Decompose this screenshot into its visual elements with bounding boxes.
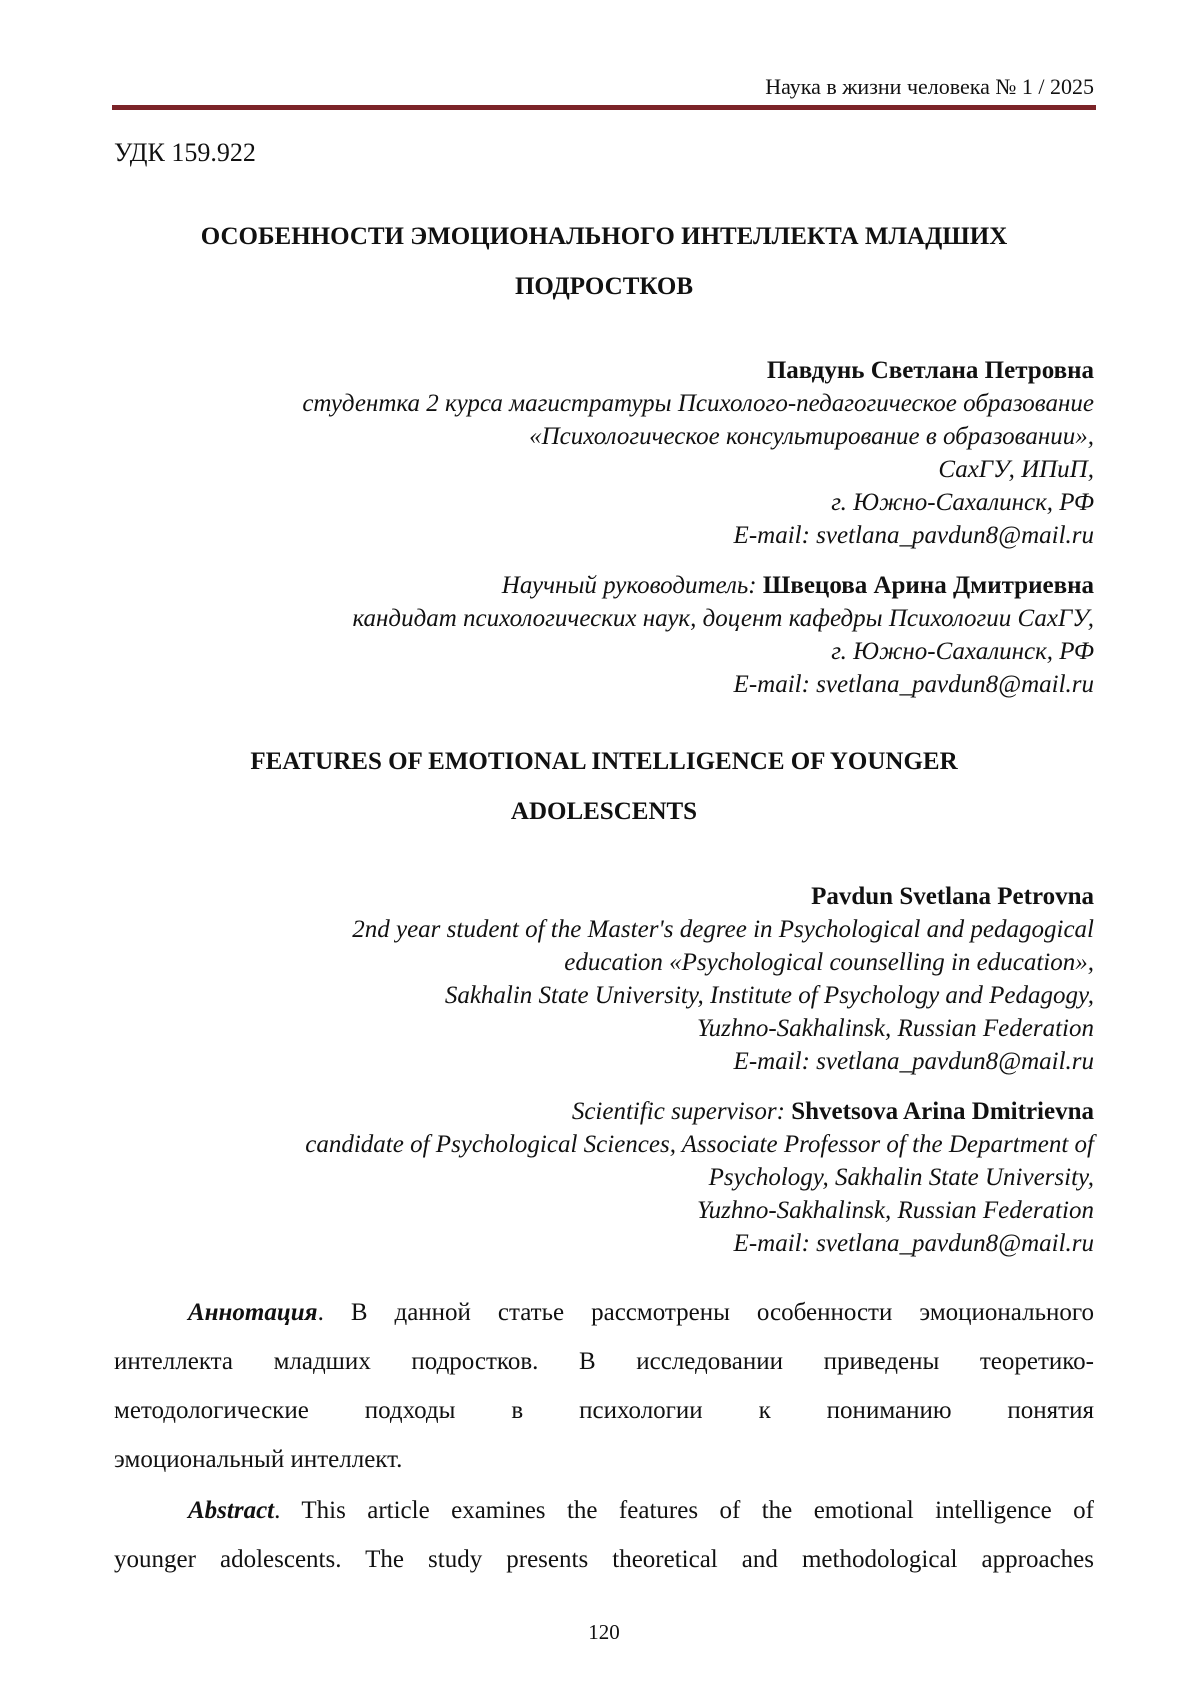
author-affiliation-line: education «Psychological counselling in education», [564,949,1094,976]
supervisor-email: E-mail: svetlana_pavdun8@mail.ru [733,671,1094,698]
abstract-en [114,1486,1094,1584]
title-en-line: ADOLESCENTS [510,798,698,825]
abstract-ru [114,1288,1094,1484]
author-email: E-mail: svetlana_pavdun8@mail.ru [733,522,1094,549]
header-rule [112,105,1096,110]
abstract-lead: Аннотация [188,1299,318,1326]
title-en-line: FEATURES OF EMOTIONAL INTELLIGENCE OF YOUNGER [250,748,958,775]
running-header: Наука в жизни человека № 1 / 2025 [765,74,1094,99]
abstract-line: эмоциональный интеллект. [114,1446,403,1473]
supervisor-affiliation-line: кандидат психологических наук, доцент кафедры Психологии СахГУ, [352,605,1094,632]
udk-code: УДК 159.922 [114,138,256,167]
author-name: Pavdun Svetlana Petrovna [811,883,1094,910]
article-title-ru [114,212,1094,312]
abstract-line: younger adolescents. The study presents theoretical and methodological approaches [114,1546,1094,1573]
article-title-en [114,737,1094,837]
author-name: Павдунь Светлана Петровна [766,357,1094,384]
supervisor-name: Швецова Арина Дмитриевна [762,572,1094,599]
supervisor-city: Yuzhno-Sakhalinsk, Russian Federation [697,1197,1094,1224]
title-ru-line: ОСОБЕННОСТИ ЭМОЦИОНАЛЬНОГО ИНТЕЛЛЕКТА МЛАДШИХ [200,223,1008,250]
author-affiliation-line: студентка 2 курса магистратуры Психолого-педагогическое образование [302,390,1094,417]
abstract-line: Аннотация. В данной статье рассмотрены особенности эмоционального [188,1299,1094,1326]
author-city: г. Южно-Сахалинск, РФ [831,489,1094,516]
supervisor-email: E-mail: svetlana_pavdun8@mail.ru [733,1230,1094,1257]
author-info-ru [114,354,1094,552]
abstract-lead: Abstract [188,1497,275,1524]
abstract-line: методологические подходы в психологии к пониманию понятия [114,1397,1094,1424]
abstract-line: Abstract. This article examines the features of the emotional intelligence of [188,1497,1094,1524]
supervisor-info-ru [114,569,1094,701]
abstract-line: интеллекта младших подростков. В исследовании приведены теоретико- [114,1348,1094,1375]
author-email: E-mail: svetlana_pavdun8@mail.ru [733,1048,1094,1075]
supervisor-label: Scientific supervisor: [571,1098,792,1125]
supervisor-affiliation-line: Psychology, Sakhalin State University, [708,1164,1094,1191]
author-city: Yuzhno-Sakhalinsk, Russian Federation [697,1015,1094,1042]
author-affiliation-line: СахГУ, ИПиП, [938,456,1094,483]
supervisor-affiliation-line: candidate of Psychological Sciences, Associate Professor of the Department of [305,1131,1094,1158]
page-number: 120 [588,1620,620,1644]
supervisor-label: Научный руководитель: [501,572,763,599]
author-info-en [114,880,1094,1078]
title-ru-line: ПОДРОСТКОВ [514,273,694,300]
supervisor-city: г. Южно-Сахалинск, РФ [831,638,1094,665]
author-affiliation-line: 2nd year student of the Master's degree in Psychological and pedagogical [352,916,1094,943]
supervisor-info-en [114,1095,1094,1260]
author-affiliation-line: «Психологическое консультирование в образовании», [529,423,1094,450]
author-affiliation-line: Sakhalin State University, Institute of Psychology and Pedagogy, [444,982,1094,1009]
supervisor-name: Shvetsova Arina Dmitrievna [791,1098,1094,1125]
